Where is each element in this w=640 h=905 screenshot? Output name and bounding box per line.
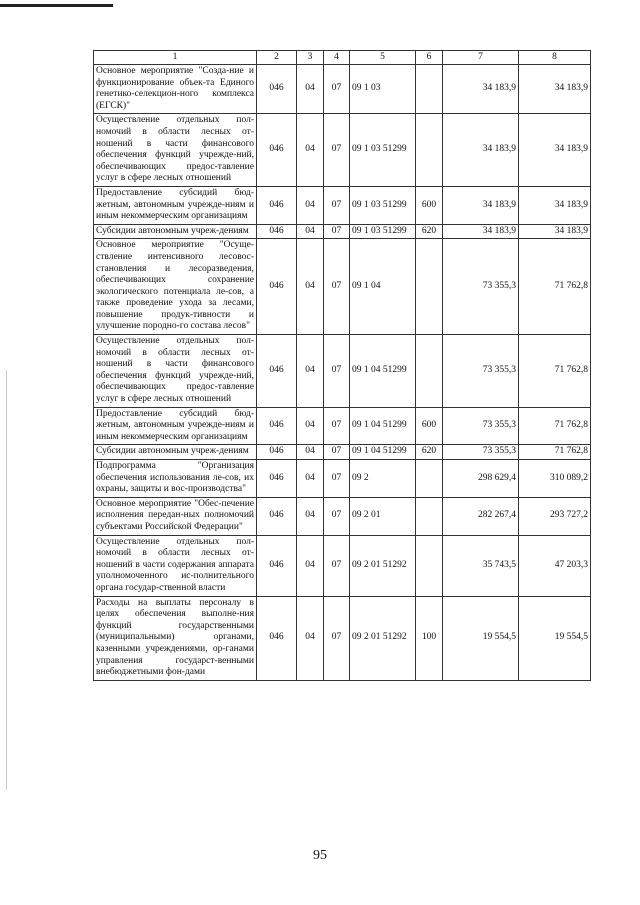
row-section: 04 bbox=[297, 407, 324, 445]
header-col-5: 5 bbox=[350, 51, 416, 65]
row-sum-2: 47 203,3 bbox=[519, 535, 591, 596]
row-target: 09 1 03 51299 bbox=[350, 186, 416, 224]
row-section: 04 bbox=[297, 65, 324, 114]
row-target: 09 2 01 51292 bbox=[350, 596, 416, 680]
row-ministry: 046 bbox=[257, 596, 297, 680]
row-subsection: 07 bbox=[324, 445, 350, 460]
row-sum-2: 71 762,8 bbox=[519, 335, 591, 408]
row-ministry: 046 bbox=[257, 239, 297, 335]
row-sum-1: 34 183,9 bbox=[443, 114, 519, 187]
row-target: 09 2 bbox=[350, 460, 416, 498]
row-section: 04 bbox=[297, 114, 324, 187]
row-sum-1: 35 743,5 bbox=[443, 535, 519, 596]
row-target: 09 2 01 bbox=[350, 497, 416, 535]
table-row bbox=[94, 407, 591, 445]
table-row bbox=[94, 445, 591, 460]
row-vid bbox=[416, 114, 443, 187]
header-col-3: 3 bbox=[297, 51, 324, 65]
row-subsection: 07 bbox=[324, 114, 350, 187]
row-sum-1: 282 267,4 bbox=[443, 497, 519, 535]
scan-edge-line bbox=[6, 370, 7, 790]
row-name: Подпрограмма "Организация обеспечения использования ле-сов, их охраны, защиты и вос-производства" bbox=[94, 460, 257, 498]
header-col-1: 1 bbox=[94, 51, 257, 65]
row-vid: 620 bbox=[416, 445, 443, 460]
page-number: 95 bbox=[313, 848, 327, 863]
table-row bbox=[94, 224, 591, 239]
row-section: 04 bbox=[297, 535, 324, 596]
row-ministry: 046 bbox=[257, 65, 297, 114]
row-vid bbox=[416, 239, 443, 335]
row-ministry: 046 bbox=[257, 497, 297, 535]
table-body bbox=[94, 65, 591, 681]
row-name: Предоставление субсидий бюд-жетным, автономным учрежде-ниям и иным некоммерческим организациям bbox=[94, 186, 257, 224]
row-sum-2: 34 183,9 bbox=[519, 224, 591, 239]
row-sum-2: 34 183,9 bbox=[519, 114, 591, 187]
header-col-8: 8 bbox=[519, 51, 591, 65]
row-sum-1: 73 355,3 bbox=[443, 335, 519, 408]
row-section: 04 bbox=[297, 460, 324, 498]
row-vid bbox=[416, 65, 443, 114]
row-name: Субсидии автономным учреж-дениям bbox=[94, 445, 257, 460]
row-ministry: 046 bbox=[257, 535, 297, 596]
row-sum-2: 293 727,2 bbox=[519, 497, 591, 535]
row-subsection: 07 bbox=[324, 460, 350, 498]
row-vid bbox=[416, 335, 443, 408]
header-col-7: 7 bbox=[443, 51, 519, 65]
row-vid bbox=[416, 535, 443, 596]
row-vid: 600 bbox=[416, 186, 443, 224]
header-rule bbox=[0, 4, 113, 7]
row-target: 09 1 03 51299 bbox=[350, 224, 416, 239]
row-target: 09 2 01 51292 bbox=[350, 535, 416, 596]
row-sum-2: 71 762,8 bbox=[519, 407, 591, 445]
row-ministry: 046 bbox=[257, 445, 297, 460]
table-row bbox=[94, 497, 591, 535]
row-sum-1: 73 355,3 bbox=[443, 445, 519, 460]
row-target: 09 1 03 51299 bbox=[350, 114, 416, 187]
row-name: Предоставление субсидий бюд-жетным, автономным учрежде-ниям и иным некоммерческим организациям bbox=[94, 407, 257, 445]
row-ministry: 046 bbox=[257, 335, 297, 408]
row-vid: 100 bbox=[416, 596, 443, 680]
row-section: 04 bbox=[297, 497, 324, 535]
header-row bbox=[94, 51, 591, 65]
row-sum-2: 34 183,9 bbox=[519, 186, 591, 224]
row-sum-1: 73 355,3 bbox=[443, 239, 519, 335]
row-subsection: 07 bbox=[324, 224, 350, 239]
header-col-2: 2 bbox=[257, 51, 297, 65]
row-name: Основное мероприятие "Обес-печение исполнения передан-ных полномочий субъектами Российской Федерации" bbox=[94, 497, 257, 535]
table-row bbox=[94, 239, 591, 335]
row-sum-1: 34 183,9 bbox=[443, 224, 519, 239]
row-sum-1: 73 355,3 bbox=[443, 407, 519, 445]
budget-table bbox=[93, 50, 591, 681]
row-section: 04 bbox=[297, 239, 324, 335]
row-target: 09 1 04 51299 bbox=[350, 407, 416, 445]
table-row bbox=[94, 114, 591, 187]
row-ministry: 046 bbox=[257, 407, 297, 445]
row-target: 09 1 04 51299 bbox=[350, 335, 416, 408]
row-section: 04 bbox=[297, 596, 324, 680]
row-vid: 620 bbox=[416, 224, 443, 239]
row-subsection: 07 bbox=[324, 186, 350, 224]
row-sum-1: 298 629,4 bbox=[443, 460, 519, 498]
row-ministry: 046 bbox=[257, 114, 297, 187]
row-subsection: 07 bbox=[324, 596, 350, 680]
row-vid bbox=[416, 497, 443, 535]
row-ministry: 046 bbox=[257, 186, 297, 224]
row-subsection: 07 bbox=[324, 497, 350, 535]
row-subsection: 07 bbox=[324, 239, 350, 335]
row-section: 04 bbox=[297, 186, 324, 224]
row-section: 04 bbox=[297, 445, 324, 460]
table-row bbox=[94, 460, 591, 498]
row-name: Основное мероприятие "Созда-ние и функционирование объек-та Единого генетико-селекцион-ного комплекса (ЕГСК)" bbox=[94, 65, 257, 114]
row-sum-1: 19 554,5 bbox=[443, 596, 519, 680]
header-col-4: 4 bbox=[324, 51, 350, 65]
row-sum-1: 34 183,9 bbox=[443, 65, 519, 114]
row-sum-2: 310 089,2 bbox=[519, 460, 591, 498]
row-section: 04 bbox=[297, 335, 324, 408]
row-vid: 600 bbox=[416, 407, 443, 445]
row-subsection: 07 bbox=[324, 65, 350, 114]
row-name: Осуществление отдельных пол-номочий в области лесных от-ношений в части финансового обеспечения функций учрежде-ний, обеспечивающих предос-тавление услуг в сфере лесных отношений bbox=[94, 335, 257, 408]
table-row bbox=[94, 596, 591, 680]
row-target: 09 1 03 bbox=[350, 65, 416, 114]
row-name: Основное мероприятие "Осуще-ствление интенсивного лесовос-становления и лесоразведения, обеспечивающих сохранение экологического потенциала ле-сов, а также проведение ухода за лесами, повышение продук-тивности и улучшение породно-го состава лесов" bbox=[94, 239, 257, 335]
row-subsection: 07 bbox=[324, 535, 350, 596]
row-sum-2: 34 183,9 bbox=[519, 65, 591, 114]
header-col-6: 6 bbox=[416, 51, 443, 65]
row-section: 04 bbox=[297, 224, 324, 239]
row-sum-2: 19 554,5 bbox=[519, 596, 591, 680]
table-row bbox=[94, 65, 591, 114]
row-ministry: 046 bbox=[257, 460, 297, 498]
row-sum-1: 34 183,9 bbox=[443, 186, 519, 224]
row-target: 09 1 04 bbox=[350, 239, 416, 335]
row-vid bbox=[416, 460, 443, 498]
row-name: Расходы на выплаты персоналу в целях обеспечения выполне-ния функций государственными (муниципальными) органами, казенными учреждениями, ор-ганами управления государст-венными внебюджетными фон-дами bbox=[94, 596, 257, 680]
table-row bbox=[94, 335, 591, 408]
table-row bbox=[94, 535, 591, 596]
row-subsection: 07 bbox=[324, 407, 350, 445]
row-target: 09 1 04 51299 bbox=[350, 445, 416, 460]
row-name: Осуществление отдельных пол-номочий в области лесных от-ношений в части финансового обеспечения функций учрежде-ний, обеспечивающих предос-тавление услуг в сфере лесных отношений bbox=[94, 114, 257, 187]
row-sum-2: 71 762,8 bbox=[519, 239, 591, 335]
row-name: Осуществление отдельных пол-номочий в области лесных от-ношений в части содержания аппарата уполномоченного ис-полнительного органа государ-ственной власти bbox=[94, 535, 257, 596]
table-header bbox=[94, 51, 591, 65]
row-subsection: 07 bbox=[324, 335, 350, 408]
row-sum-2: 71 762,8 bbox=[519, 445, 591, 460]
row-name: Субсидии автономным учреж-дениям bbox=[94, 224, 257, 239]
table-row bbox=[94, 186, 591, 224]
row-ministry: 046 bbox=[257, 224, 297, 239]
